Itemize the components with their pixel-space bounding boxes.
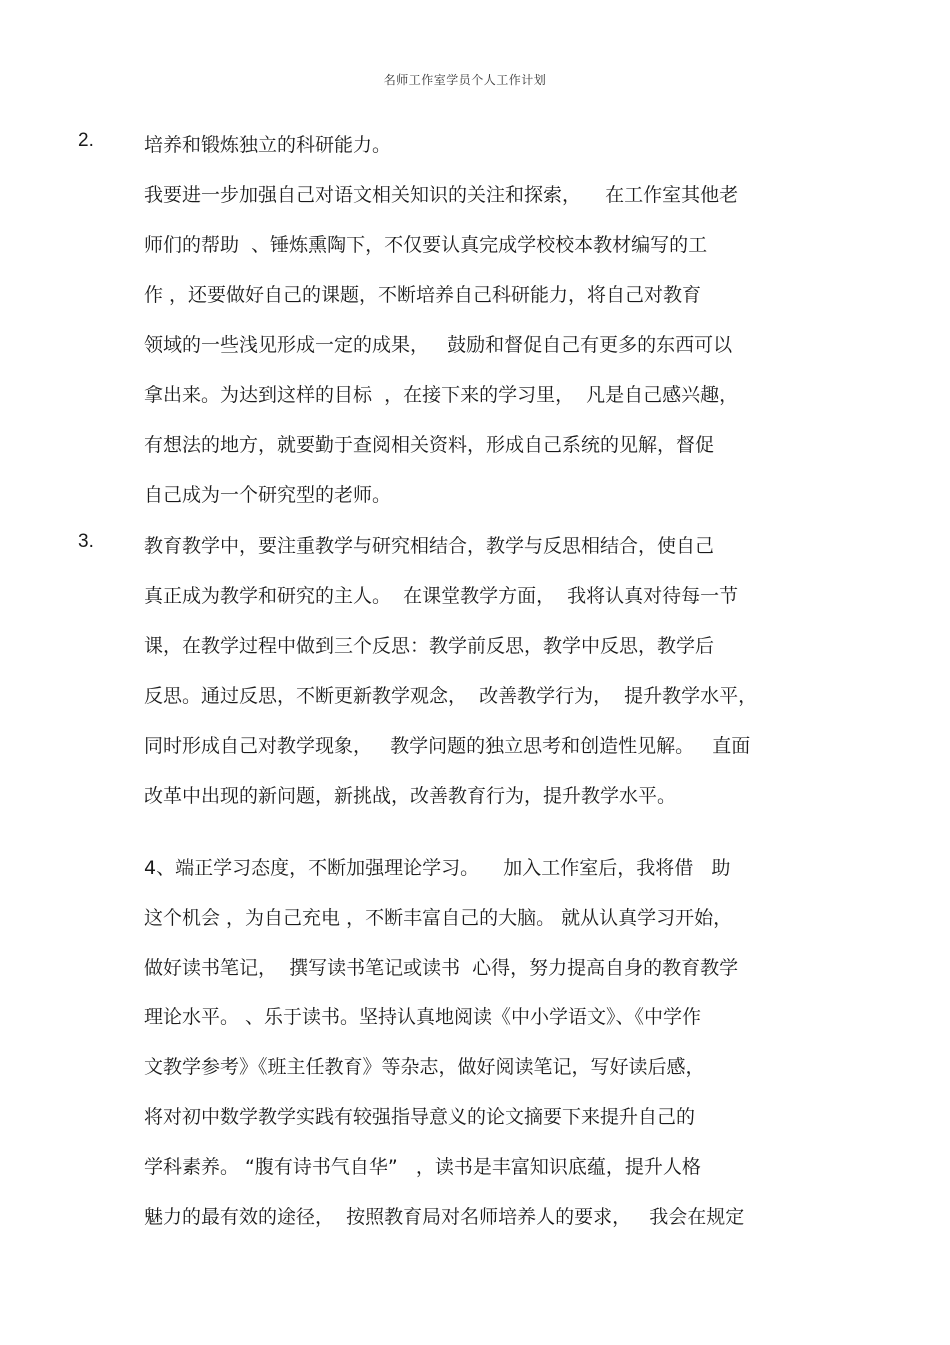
paragraph-line: 反思。通过反思，不断更新教学观念， 改善教学行为， 提升教学水平， (144, 685, 758, 707)
paragraph-line: 教育教学中，要注重教学与研究相结合，教学与反思相结合，使自己 (144, 535, 715, 557)
paragraph-line: 4、端正学习态度，不断加强理论学习。 加入工作室后，我将借 助 (144, 857, 731, 879)
paragraph-line: 师们的帮助 、锤炼熏陶下，不仅要认真完成学校校本教材编写的工 (144, 234, 708, 256)
paragraph-line: 同时形成自己对教学现象， 教学问题的独立思考和创造性见解。 直面 (144, 735, 751, 757)
paragraph-line: 自己成为一个研究型的老师。 (144, 484, 392, 506)
paragraph-line: 培养和锻炼独立的科研能力。 (144, 134, 392, 156)
paragraph-line: 领域的一些浅见形成一定的成果， 鼓励和督促自己有更多的东西可以 (144, 334, 733, 356)
paragraph-line: 拿出来。为达到这样的目标 ，在接下来的学习里， 凡是自己感兴趣， (144, 384, 739, 406)
item-number-3: 3. (78, 531, 94, 552)
paragraph-line: 魅力的最有效的途径， 按照教育局对名师培养人的要求， 我会在规定 (144, 1206, 745, 1228)
paragraph-line: 课，在教学过程中做到三个反思：教学前反思，教学中反思，教学后 (144, 635, 715, 657)
paragraph-line: 做好读书笔记， 撰写读书笔记或读书 心得，努力提高自身的教育教学 (144, 957, 739, 979)
paragraph-line: 我要进一步加强自己对语文相关知识的关注和探索， 在工作室其他老 (144, 184, 739, 206)
paragraph-line: 作 ，还要做好自己的课题，不断培养自己科研能力，将自己对教育 (144, 284, 702, 306)
paragraph-line: 将对初中数学教学实践有较强指导意义的论文摘要下来提升自己的 (144, 1106, 696, 1128)
page-header: 名师工作室学员个人工作计划 (383, 73, 547, 87)
item-number-2: 2. (78, 130, 94, 151)
paragraph-line: 学科素养。 “腹有诗书气自华” ，读书是丰富知识底蕴，提升人格 (144, 1156, 701, 1178)
paragraph-line: 这个机会 ，为自己充电 ，不断丰富自己的大脑。 就从认真学习开始， (144, 907, 733, 929)
paragraph-line: 文教学参考》《班主任教育》等杂志，做好阅读笔记，写好读后感， (144, 1056, 705, 1078)
paragraph-line: 改革中出现的新问题，新挑战，改善教育行为，提升教学水平。 (144, 785, 677, 807)
paragraph-line: 理论水平。 、乐于读书。坚持认真地阅读《中小学语文》、《中学作 (144, 1006, 702, 1028)
paragraph-line: 有想法的地方，就要勤于查阅相关资料，形成自己系统的见解，督促 (144, 434, 715, 456)
paragraph-line: 真正成为教学和研究的主人。 在课堂教学方面， 我将认真对待每一节 (144, 585, 739, 607)
